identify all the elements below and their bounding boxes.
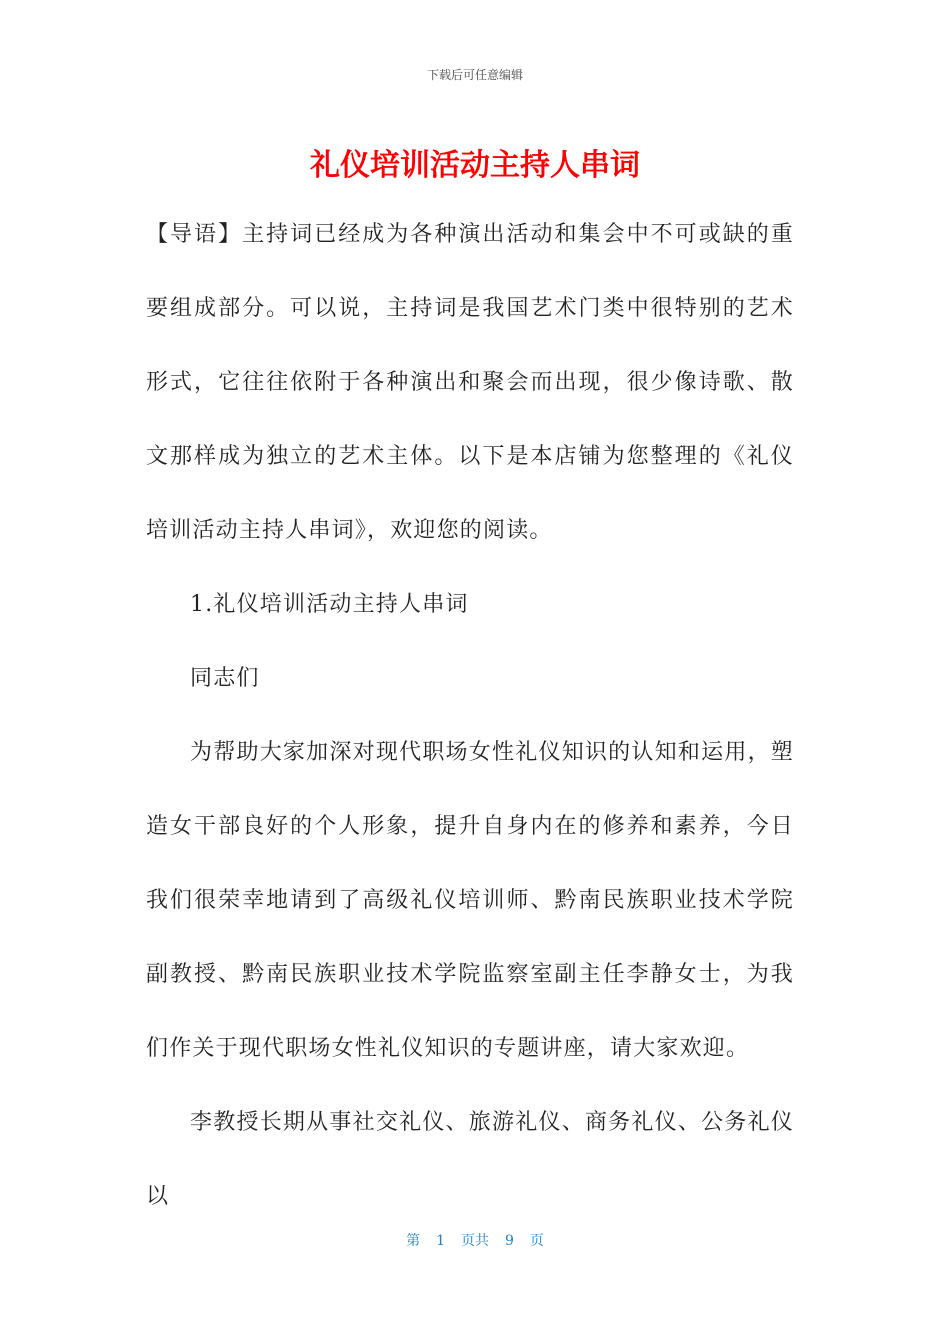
body-paragraph: 为帮助大家加深对现代职场女性礼仪知识的认知和运用，塑造女干部良好的个人形象，提升自身内在的修养和素养，今日我们很荣幸地请到了高级礼仪培训师、黔南民族职业技术学院副教授、黔南民族职业技术学院监察室副主任李静女士，为我们作关于现代职场女性礼仪知识的专题讲座，请大家欢迎。 (146, 740, 794, 1061)
section-heading: 1.礼仪培训活动主持人串词 (190, 592, 469, 617)
salutation: 同志们 (190, 666, 260, 691)
footer-prefix: 第 (406, 1233, 421, 1249)
page-title: 礼仪培训活动主持人串词 (310, 148, 640, 183)
footer-suffix: 页 (529, 1233, 544, 1249)
footer-middle: 页共 (461, 1233, 489, 1249)
page-footer (0, 1230, 950, 1250)
body-paragraph: 李教授长期从事社交礼仪、旅游礼仪、商务礼仪、公务礼仪以 (146, 1110, 794, 1209)
intro-paragraph: 【导语】主持词已经成为各种演出活动和集会中不可或缺的重要组成部分。可以说，主持词是我国艺术门类中很特别的艺术形式，它往往依附于各种演出和聚会而出现，很少像诗歌、散文那样成为独立的艺术主体。以下是本店铺为您整理的《礼仪培训活动主持人串词》，欢迎您的阅读。 (146, 222, 794, 543)
document-body (146, 198, 794, 1234)
footer-page-number: 1 (436, 1233, 445, 1249)
footer-total-pages: 9 (505, 1233, 514, 1249)
header-note: 下载后可任意编辑 (426, 68, 523, 82)
